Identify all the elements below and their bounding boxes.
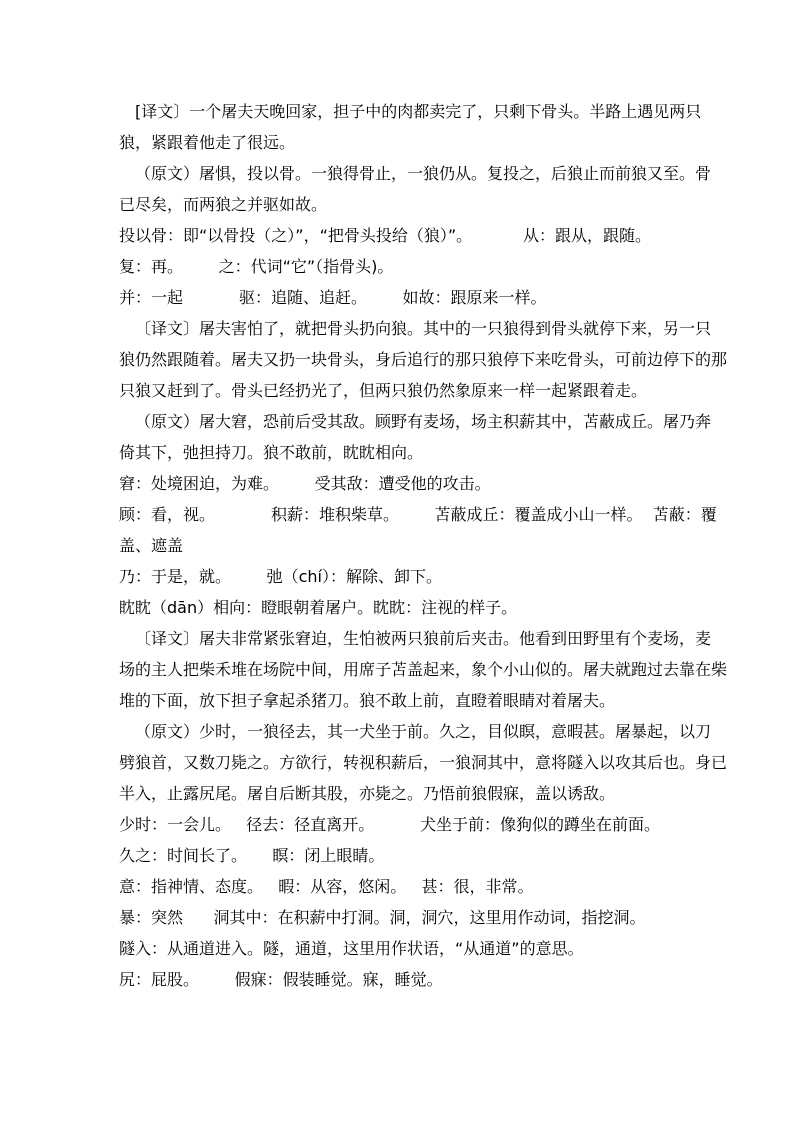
text-line: （原文）屠惧，投以骨。一狼得骨止，一狼仍从。复投之，后狼止而前狼又至。骨	[135, 164, 712, 183]
text-line: 并：一起 驱：追随、追赶。 如故：跟原来一样。	[119, 288, 547, 307]
text-line: 尻：屁股。 假寐：假装睡觉。寐，睡觉。	[119, 970, 443, 989]
text-line: 半入，止露尻尾。屠自后断其股，亦毙之。乃悟前狼假寐，盖以诱敌。	[119, 784, 616, 803]
text-line: 盖、遮盖	[119, 536, 184, 555]
text-line: （原文）屠大窘，恐前后受其敌。顾野有麦场，场主积薪其中，苫蔽成丘。屠乃奔	[135, 412, 712, 431]
text-line: 暴：突然 洞其中：在积薪中打洞。洞，洞穴，这里用作动词，指挖洞。	[119, 908, 646, 927]
text-line: 投以骨：即“以骨投（之）”，“把骨头投给（狼）”。 从：跟从，跟随。	[119, 226, 652, 245]
text-line: 已尽矣，而两狼之并驱如故。	[119, 195, 328, 214]
text-line: 只狼又赶到了。骨头已经扔光了，但两只狼仍然象原来一样一起紧跟着走。	[119, 381, 648, 400]
text-line: 劈狼首，又数刀毙之。方欲行，转视积薪后，一狼洞其中，意将隧入以攻其后也。身已	[119, 753, 728, 772]
text-line: 堆的下面，放下担子拿起杀猪刀。狼不敢上前，直瞪着眼睛对着屠夫。	[119, 691, 616, 710]
text-line: 狼仍然跟随着。屠夫又扔一块骨头，身后追行的那只狼停下来吃骨头，可前边停下的那	[119, 350, 728, 369]
document-body	[119, 96, 728, 995]
text-line: 窘：处境困迫，为难。 受其敌：遭受他的攻击。	[119, 474, 491, 493]
text-line: 眈眈（dān）相向：瞪眼朝着屠户。眈眈：注视的样子。	[119, 598, 518, 617]
text-line: 顾：看，视。 积薪：堆积柴草。 苫蔽成丘：覆盖成小山一样。 苫蔽：覆	[119, 505, 717, 524]
text-line: 隧入：从通道进入。隧，通道，这里用作状语，“从通道”的意思。	[119, 939, 584, 958]
text-line: 狼，紧跟着他走了很远。	[119, 133, 296, 152]
text-line: 乃：于是，就。 弛（chí）：解除、卸下。	[119, 567, 442, 586]
text-line: 倚其下，弛担持刀。狼不敢前，眈眈相向。	[119, 443, 424, 462]
text-line: 意：指神情、态度。 暇：从容，悠闲。 甚：很，非常。	[119, 877, 534, 896]
text-line: 〔译文〕屠夫害怕了，就把骨头扔向狼。其中的一只狼得到骨头就停下来，另一只	[135, 319, 712, 338]
text-line: 复：再。 之：代词“它”（指骨头)。	[119, 257, 394, 276]
text-line: 久之：时间长了。 瞑：闭上眼睛。	[119, 846, 385, 865]
text-line: （原文）少时，一狼径去，其一犬坐于前。久之，目似瞑，意暇甚。屠暴起，以刀	[135, 722, 712, 741]
text-line: 少时：一会儿。 径去：径直离开。 犬坐于前：像狗似的蹲坐在前面。	[119, 815, 661, 834]
text-line: [译文〕一个屠夫天晚回家，担子中的肉都卖完了，只剩下骨头。半路上遇见两只	[135, 102, 702, 121]
text-line: 场的主人把柴禾堆在场院中间，用席子苫盖起来，象个小山似的。屠夫就跑过去靠在柴	[119, 660, 728, 679]
text-line: 〔译文〕屠夫非常紧张窘迫，生怕被两只狼前后夹击。他看到田野里有个麦场，麦	[135, 629, 712, 648]
